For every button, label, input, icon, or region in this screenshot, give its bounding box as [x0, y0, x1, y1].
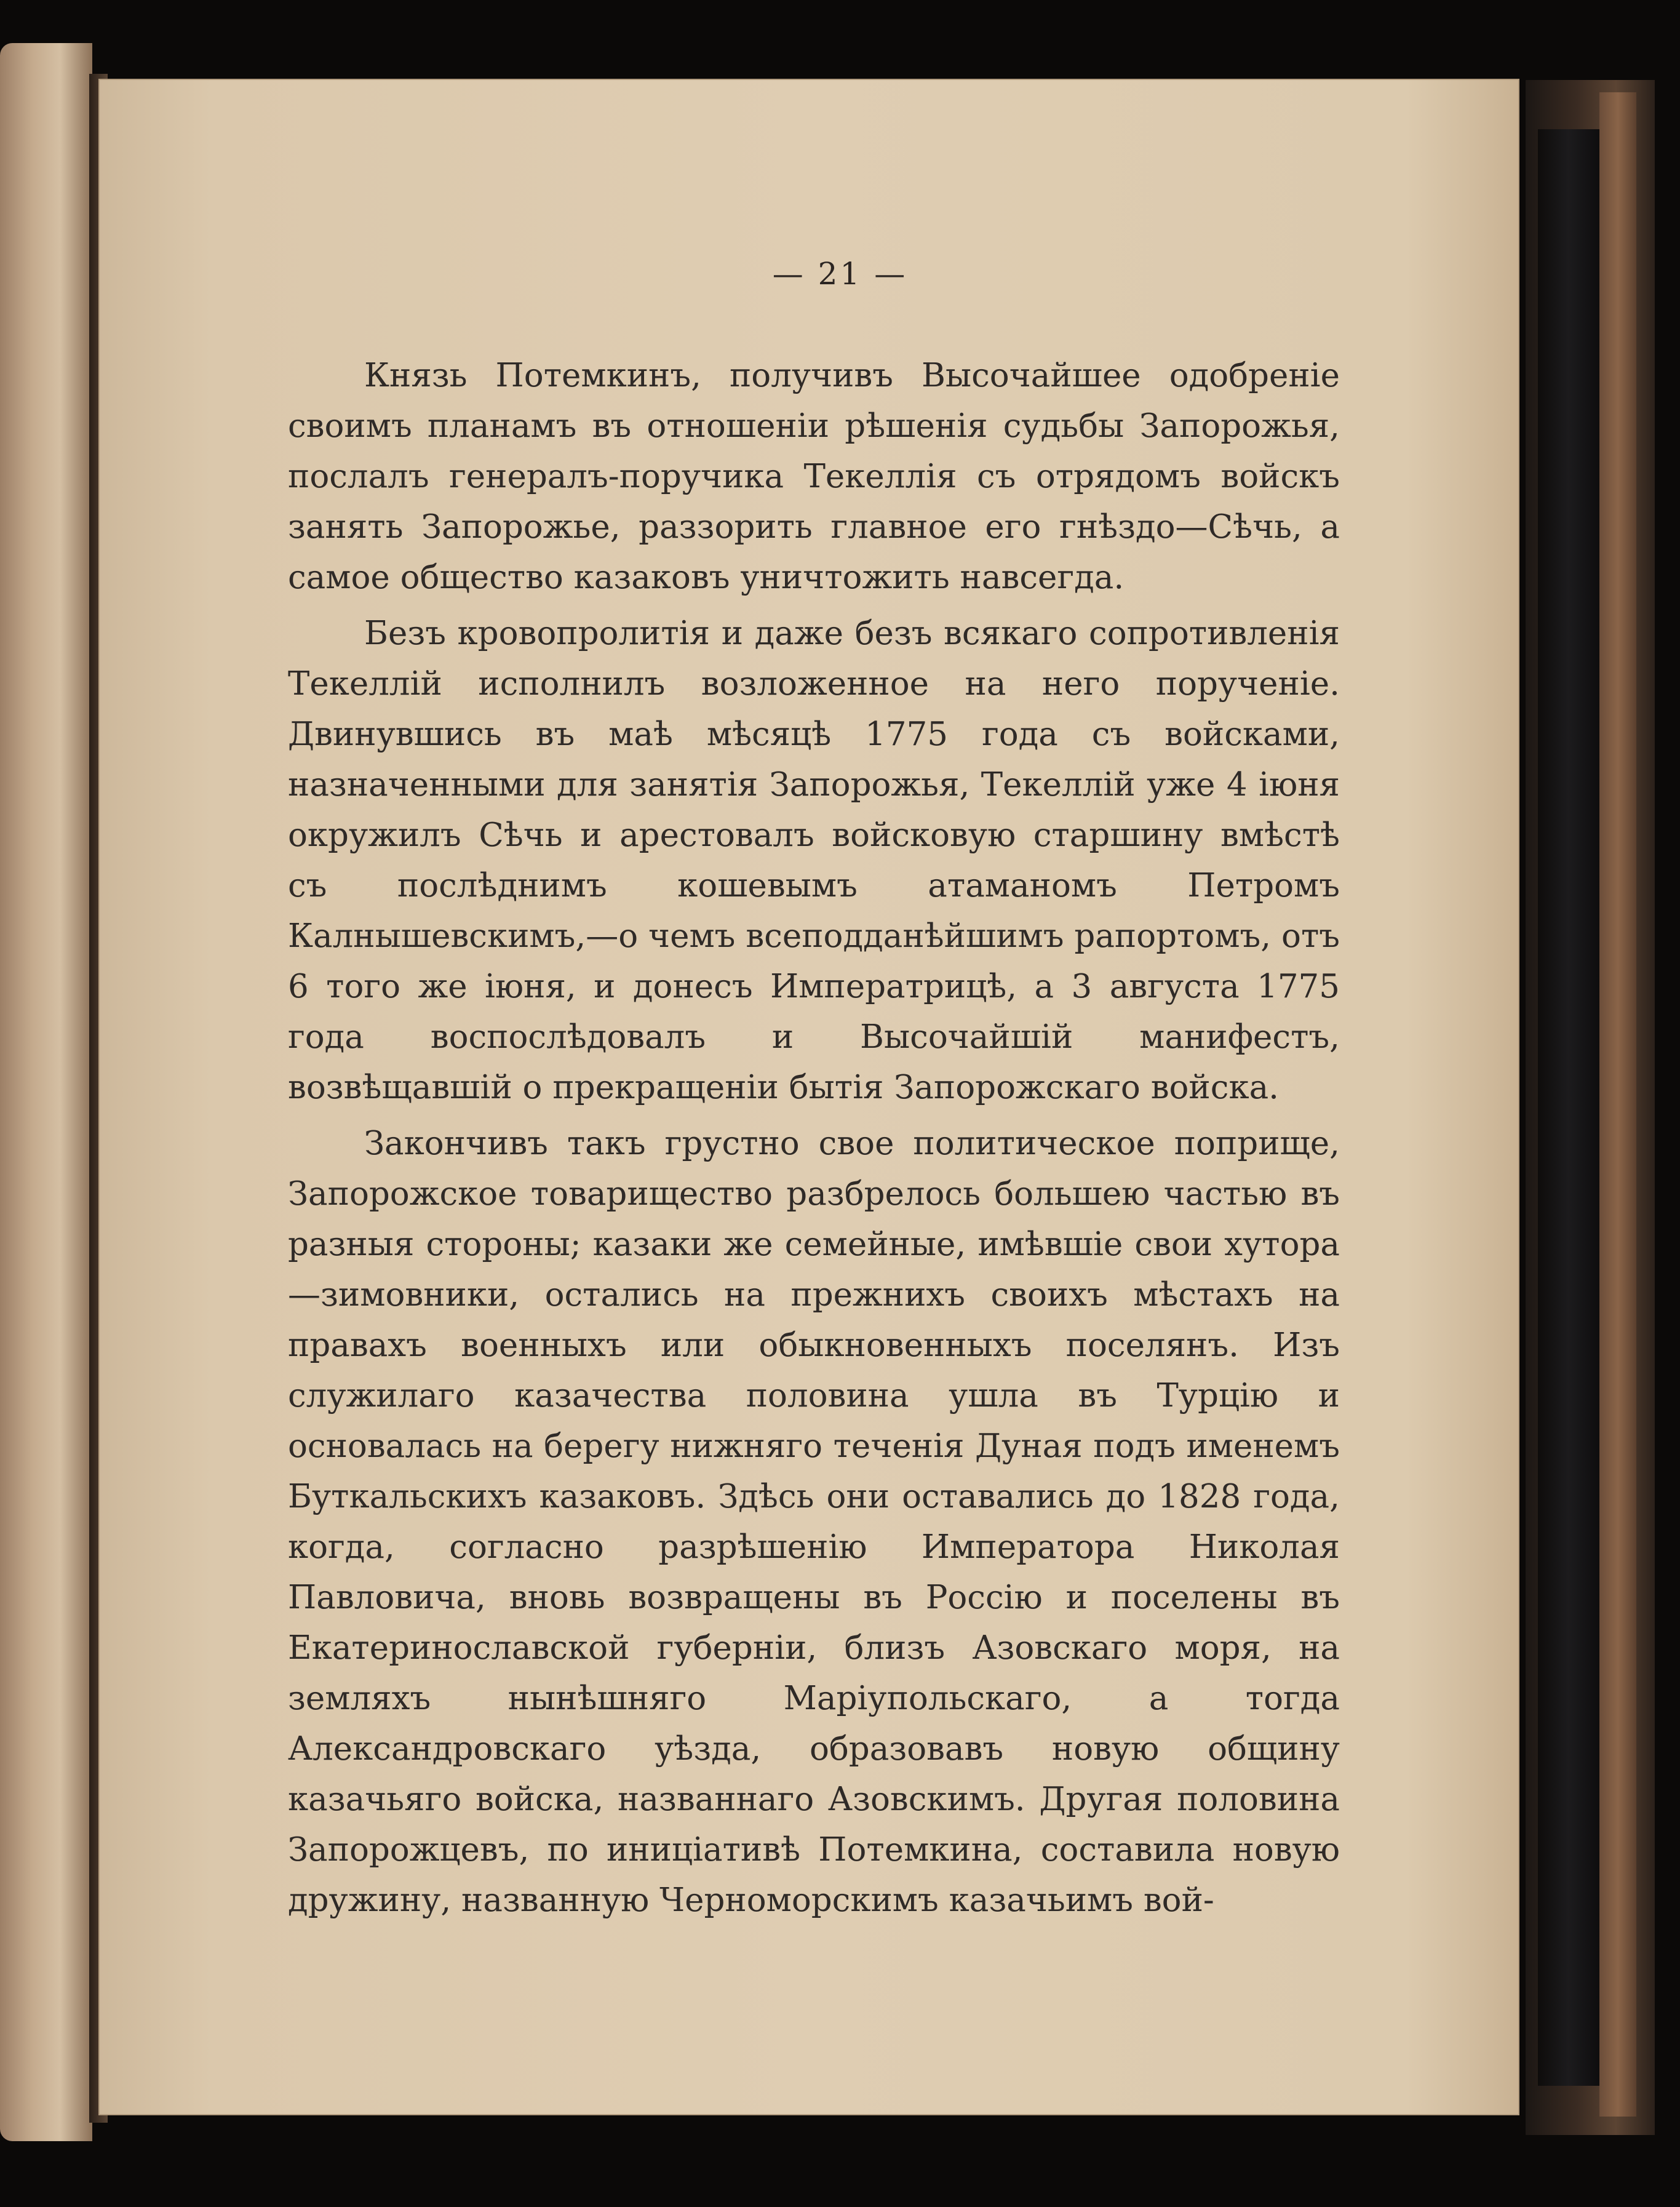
cover-inner-board: [1538, 129, 1599, 2086]
paragraph-3: Закончивъ такъ грустно свое политическое поприще, Запорожское товарищество разбрелось большею частью въ разныя стороны; казаки же семейные, имѣвшіе свои хутора—зимовники, остались на прежнихъ своихъ мѣстахъ на правахъ военныхъ или обыкновенныхъ поселянъ. Изъ служилаго казачества половина ушла въ Турцію и основалась на берегу нижняго теченія Дуная подъ именемъ Буткальскихъ казаковъ. Здѣсь они оставались до 1828 года, когда, согласно разрѣшенію Императора Николая Павловича, вновь возвращены въ Россію и поселены въ Екатеринославской губерніи, близъ Азовскаго моря, на земляхъ нынѣшняго Маріупольскаго, а тогда Александровскаго уѣзда, образовавъ новую общину казачьяго войска, названнаго Азовскимъ. Другая половина Запорожцевъ, по иниціативѣ Потемкина, составила новую дружину, названную Черноморскимъ казачьимъ вой-: [288, 1125, 1340, 1919]
paragraph-1: Князь Потемкинъ, получивъ Высочайшее одобреніе своимъ планамъ въ отношеніи рѣшенія судьбы Запорожья, послалъ генералъ-поручика Текеллія съ отрядомъ войскъ занять Запорожье, раззорить главное его гнѣздо—Сѣчь, а самое общество казаковъ уничтожить навсегда.: [288, 357, 1340, 596]
paragraph-2: Безъ кровопролитія и даже безъ всякаго сопротивленія Текеллій исполнилъ возложенное на него порученіе. Двинувшись въ маѣ мѣсяцѣ 1775 года съ войсками, назначенными для занятія Запорожья, Текеллій уже 4 іюня окружилъ Сѣчь и арестовалъ войсковую старшину вмѣстѣ съ послѣднимъ кошевымъ атаманомъ Петромъ Калнышевскимъ,—о чемъ всеподданѣйшимъ рапортомъ, отъ 6 того же іюня, и донесъ Императрицѣ, а 3 августа 1775 года воспослѣдовалъ и Высочайшій манифестъ, возвѣщавшій о прекращеніи бытія Запорожскаго войска.: [288, 615, 1340, 1106]
body-text: [288, 351, 1340, 1931]
page-number: — 21 —: [772, 256, 908, 292]
previous-page-edge: [0, 43, 92, 2141]
cover-binding-strip: [1599, 92, 1636, 2117]
